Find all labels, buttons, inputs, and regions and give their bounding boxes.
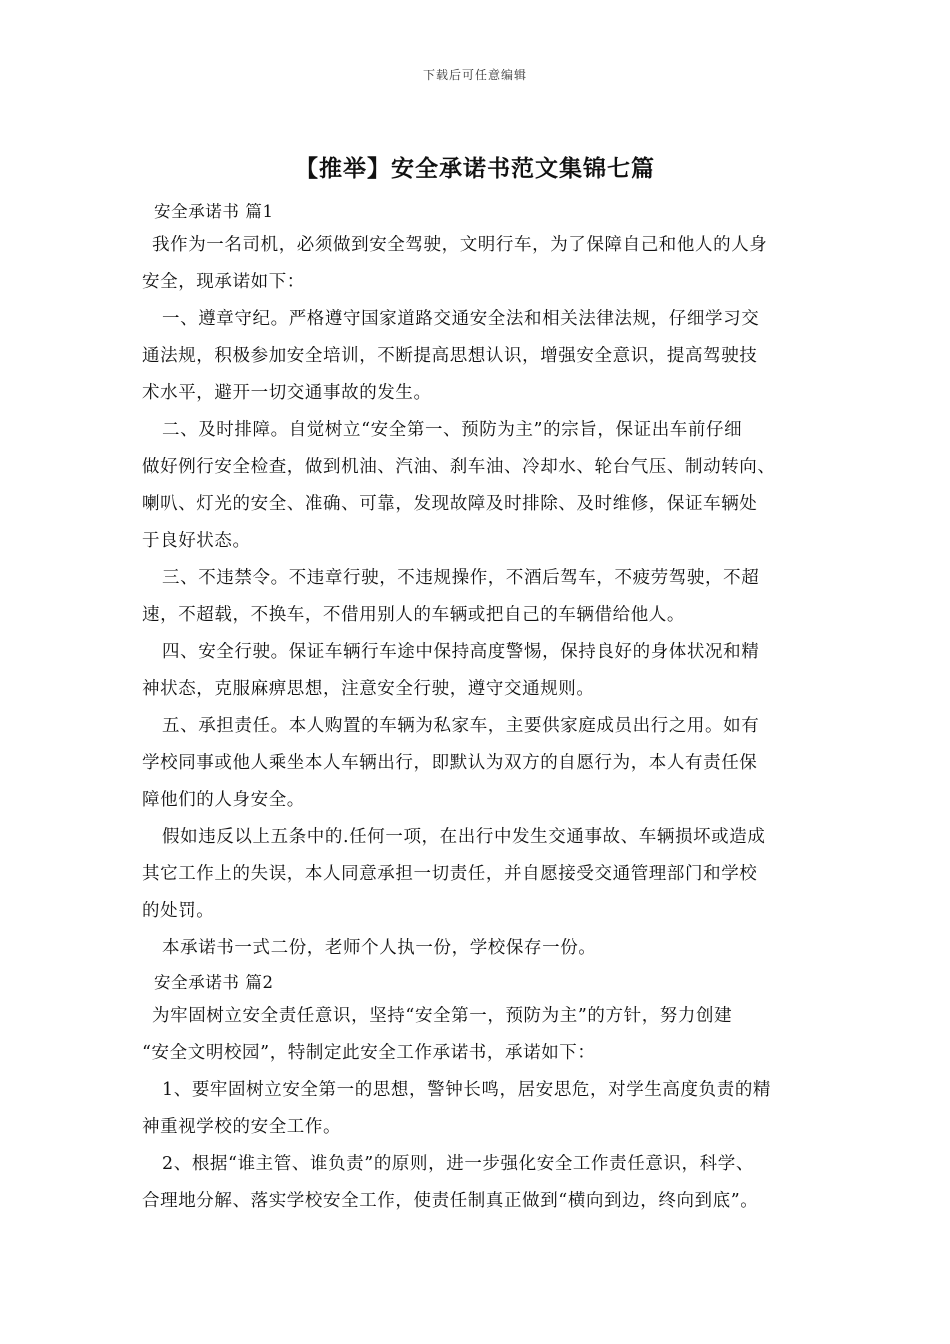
body-text-line: 本承诺书一式二份，老师个人执一份，学校保存一份。 [162, 938, 597, 958]
document-body [142, 196, 822, 1220]
body-text-line: 神状态，克服麻痹思想，注意安全行驶，遵守交通规则。 [142, 679, 595, 699]
body-text-line: 一、遵章守纪。严格遵守国家道路交通安全法和相关法律法规，仔细学习交 [162, 309, 760, 329]
body-text-line: 安全，现承诺如下： [142, 272, 305, 292]
body-text-line: 术水平，避开一切交通事故的发生。 [142, 383, 432, 403]
body-text-line: 1、要牢固树立安全第一的思想，警钟长鸣，居安思危，对学生高度负责的精 [162, 1080, 772, 1100]
body-text-line: 通法规，积极参加安全培训，不断提高思想认识，增强安全意识，提高驾驶技 [142, 346, 758, 366]
body-text-line: 其它工作上的失误，本人同意承担一切责任，并自愿接受交通管理部门和学校 [142, 864, 758, 884]
body-text-line: 障他们的人身安全。 [142, 790, 305, 810]
body-text-line: 为牢固树立安全责任意识，坚持“安全第一，预防为主”的方针，努力创建 [152, 1006, 733, 1026]
body-text-line: 做好例行安全检查，做到机油、汽油、刹车油、冷却水、轮台气压、制动转向、 [142, 457, 776, 477]
body-text-line: 的处罚。 [142, 901, 215, 921]
body-text-line: 四、安全行驶。保证车辆行车途中保持高度警惕，保持良好的身体状况和精 [162, 642, 760, 662]
body-text-line: 合理地分解、落实学校安全工作，使责任制真正做到“横向到边，终向到底”。 [142, 1191, 759, 1211]
body-text-line: 于良好状态。 [142, 531, 251, 551]
body-text-line: 神重视学校的安全工作。 [142, 1117, 342, 1137]
body-text-line: 2、根据“谁主管、谁负责”的原则，进一步强化安全工作责任意识，科学、 [162, 1154, 754, 1174]
body-text-line: 二、及时排障。自觉树立“安全第一、预防为主”的宗旨，保证出车前仔细 [162, 420, 743, 440]
body-text-line: 三、不违禁令。不违章行驶，不违规操作，不酒后驾车，不疲劳驾驶，不超 [162, 568, 760, 588]
section-heading: 安全承诺书 篇1 [154, 202, 274, 221]
page-header-note: 下载后可任意编辑 [422, 68, 527, 82]
section-heading: 安全承诺书 篇2 [154, 973, 274, 992]
body-text-line: 假如违反以上五条中的.任何一项，在出行中发生交通事故、车辆损坏或造成 [162, 827, 766, 847]
body-text-line: 喇叭、灯光的安全、准确、可靠，发现故障及时排除、及时维修，保证车辆处 [142, 494, 758, 514]
body-text-line: 速，不超载，不换车，不借用别人的车辆或把自己的车辆借给他人。 [142, 605, 685, 625]
body-text-line: 五、承担责任。本人购置的车辆为私家车，主要供家庭成员出行之用。如有 [162, 716, 760, 736]
body-text-line: 学校同事或他人乘坐本人车辆出行，即默认为双方的自愿行为，本人有责任保 [142, 753, 758, 773]
document-title: 【推举】安全承诺书范文集锦七篇 [295, 155, 655, 182]
body-text-line: 我作为一名司机，必须做到安全驾驶，文明行车，为了保障自己和他人的人身 [152, 235, 768, 255]
body-text-line: “安全文明校园”，特制定此安全工作承诺书，承诺如下： [142, 1043, 596, 1063]
